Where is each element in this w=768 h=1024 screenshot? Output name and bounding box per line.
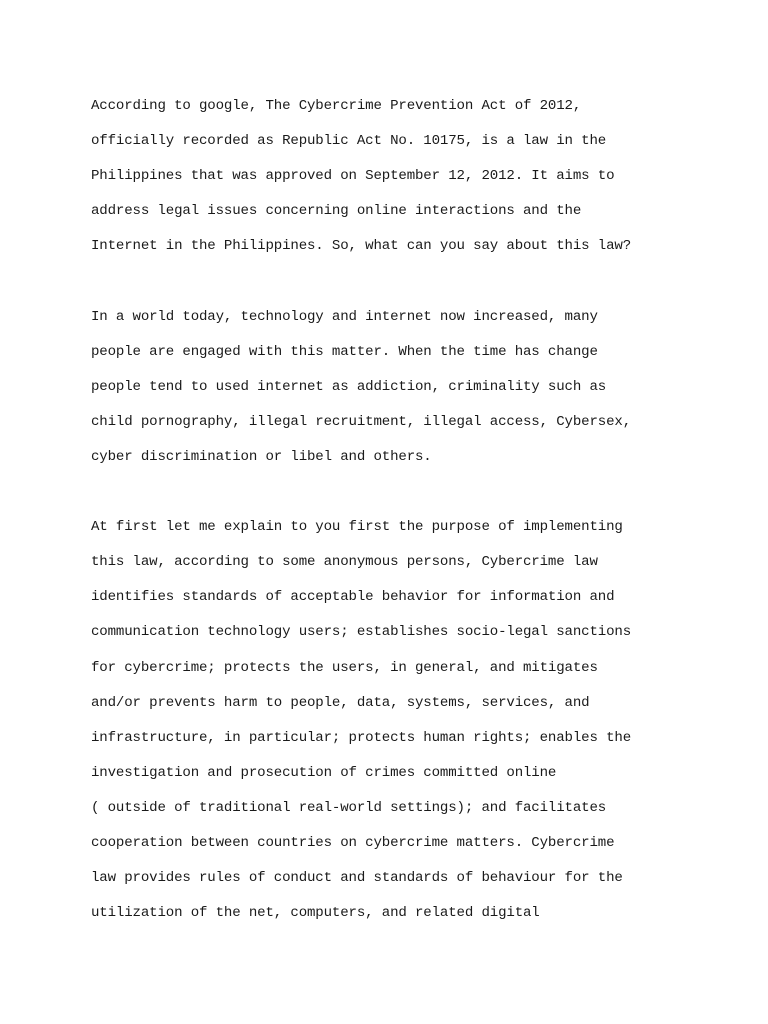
text-line: this law, according to some anonymous persons, Cybercrime law bbox=[91, 554, 598, 571]
document-body bbox=[91, 89, 751, 931]
text-line: and/or prevents harm to people, data, systems, services, and bbox=[91, 694, 590, 711]
paragraph-spacer bbox=[91, 475, 751, 510]
text-line: According to google, The Cybercrime Prevention Act of 2012, bbox=[91, 98, 582, 114]
text-line: cooperation between countries on cybercrime matters. Cybercrime bbox=[91, 834, 615, 851]
text-line: address legal issues concerning online interactions and the bbox=[91, 203, 582, 220]
text-line: identifies standards of acceptable behavior for information and bbox=[91, 589, 615, 606]
text-line: child pornography, illegal recruitment, illegal access, Cybersex, bbox=[91, 413, 631, 430]
text-line: communication technology users; establishes socio-legal sanctions bbox=[91, 624, 631, 641]
text-line: At first let me explain to you first the purpose of implementing bbox=[91, 519, 623, 536]
text-line: utilization of the net, computers, and related digital bbox=[91, 905, 540, 922]
text-line: In a world today, technology and internet now increased, many bbox=[91, 308, 598, 325]
text-line: for cybercrime; protects the users, in general, and mitigates bbox=[91, 659, 598, 676]
text-line: Philippines that was approved on September 12, 2012. It aims to bbox=[91, 168, 615, 185]
text-line: ( outside of traditional real-world settings); and facilitates bbox=[91, 799, 607, 816]
paragraph-purpose bbox=[91, 510, 751, 931]
paragraph-spacer bbox=[91, 264, 751, 299]
text-line: investigation and prosecution of crimes committed online bbox=[91, 764, 557, 781]
paragraph-context bbox=[91, 300, 751, 475]
text-line: infrastructure, in particular; protects human rights; enables the bbox=[91, 729, 631, 746]
paragraph-intro bbox=[91, 89, 751, 264]
text-line: cyber discrimination or libel and others. bbox=[91, 448, 432, 465]
text-line: Internet in the Philippines. So, what can you say about this law? bbox=[91, 238, 631, 255]
text-line: officially recorded as Republic Act No. 10175, is a law in the bbox=[91, 133, 607, 150]
text-line: people tend to used internet as addiction, criminality such as bbox=[91, 378, 607, 395]
text-line: law provides rules of conduct and standards of behaviour for the bbox=[91, 870, 623, 887]
text-line: people are engaged with this matter. When the time has change bbox=[91, 343, 598, 360]
